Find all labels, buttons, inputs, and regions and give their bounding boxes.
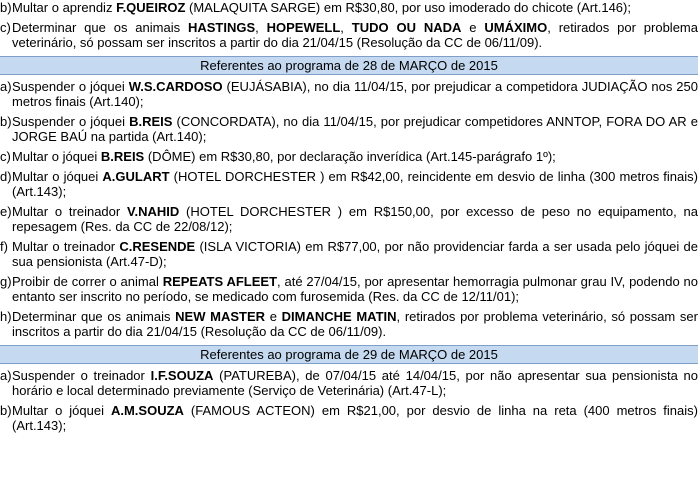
item-letter: c) <box>0 149 11 164</box>
item-text <box>12 149 698 164</box>
list-item <box>0 79 698 109</box>
item-text-segment: Suspender o jóquei <box>12 79 129 94</box>
item-letter: a) <box>0 368 12 383</box>
item-name-bold: W.S.CARDOSO <box>128 79 223 94</box>
list-item <box>0 20 698 50</box>
list-item <box>0 149 698 164</box>
item-text <box>12 204 698 234</box>
item-name-bold: A.GULART <box>102 169 170 184</box>
item-text-segment: Multar o jóquei <box>12 403 111 418</box>
item-name-bold: B.REIS <box>100 149 145 164</box>
item-text-segment: Determinar que os animais <box>12 309 176 324</box>
section-28-marco-items <box>0 79 698 339</box>
item-letter: b) <box>0 0 12 15</box>
item-name-bold: UMÁXIMO <box>484 20 548 35</box>
section-previous-items <box>0 0 698 50</box>
item-text-segment: (HOTEL DORCHESTER ) em R$150,00, por excesso de peso no equipamento, na repesagem (Res. da CC de 22/08/12); <box>12 204 698 234</box>
item-name-bold: NEW MASTER <box>175 309 266 324</box>
item-name-bold: I.F.SOUZA <box>150 368 214 383</box>
item-name-bold: A.M.SOUZA <box>110 403 184 418</box>
list-item <box>0 0 698 15</box>
item-letter: b) <box>0 114 12 129</box>
item-letter: b) <box>0 403 12 418</box>
item-text <box>12 239 698 269</box>
item-letter: h) <box>0 309 12 324</box>
list-item <box>0 274 698 304</box>
item-letter: c) <box>0 20 11 35</box>
item-name-bold: F.QUEIROZ <box>116 0 186 15</box>
item-name-bold: V.NAHID <box>127 204 180 219</box>
item-text <box>12 20 698 50</box>
item-name-bold: TUDO OU NADA <box>351 20 462 35</box>
item-text-segment: (ISLA VICTORIA) em R$77,00, por não providenciar farda a ser usada pelo jóquei de sua pensionista (Art.47-D); <box>12 239 698 269</box>
item-text-segment: Multar o treinador <box>12 239 120 254</box>
item-text-segment: Multar o aprendiz <box>12 0 117 15</box>
item-text-segment: e <box>265 309 282 324</box>
item-text <box>12 169 698 199</box>
item-text-segment: Suspender o jóquei <box>12 114 130 129</box>
section-29-marco-items <box>0 368 698 433</box>
item-letter: g) <box>0 274 12 289</box>
item-text-segment: Multar o jóquei <box>12 169 103 184</box>
item-text-segment: , retirados por problema veterinário, só possam ser inscritos a partir do dia 21/04/15 (Resolução da CC de 06/11/09). <box>12 309 698 339</box>
item-text-segment: Determinar que os animais <box>12 20 188 35</box>
item-text-segment: , <box>255 20 267 35</box>
item-text-segment: , <box>340 20 352 35</box>
item-text <box>12 368 698 398</box>
item-text-segment: (PATUREBA), de 07/04/15 até 14/04/15, por não apresentar sua pensionista no horário e local determinado previamente (Serviço de Veterinária) (Art.47-L); <box>12 368 698 398</box>
list-item <box>0 114 698 144</box>
section-header-28-marco: Referentes ao programa de 28 de MARÇO de 2015 <box>0 56 698 75</box>
item-text-segment: Multar o treinador <box>12 204 127 219</box>
item-letter: f) <box>0 239 8 254</box>
item-text-segment: (MALAQUITA SARGE) em R$30,80, por uso imoderado do chicote (Art.146); <box>185 0 631 15</box>
item-text-segment: (FAMOUS ACTEON) em R$21,00, por desvio de linha na reta (400 metros finais) (Art.143); <box>12 403 698 433</box>
item-text-segment: , até 27/04/15, por apresentar hemorragia pulmonar grau IV, podendo no entanto ser inscrito no período, se medicado com furosemida (Res. da CC de 12/11/01); <box>12 274 698 304</box>
list-item <box>0 204 698 234</box>
item-text-segment: (HOTEL DORCHESTER ) em R$42,00, reincidente em desvio de linha (300 metros finais) (Art.143); <box>12 169 698 199</box>
item-text-segment: (EUJÁSABIA), no dia 11/04/15, por prejudicar a competidora JUDIAÇÃO nos 250 metros finais (Art.140); <box>12 79 698 109</box>
item-letter: a) <box>0 79 12 94</box>
item-name-bold: REPEATS AFLEET <box>162 274 278 289</box>
item-text <box>12 309 698 339</box>
item-letter: e) <box>0 204 12 219</box>
item-text <box>12 403 698 433</box>
list-item <box>0 403 698 433</box>
item-text-segment: Multar o jóquei <box>12 149 101 164</box>
item-text-segment: (DÔME) em R$30,80, por declaração inverídica (Art.145-parágrafo 1º); <box>144 149 556 164</box>
item-text-segment: (CONCORDATA), no dia 11/04/15, por prejudicar competidores ANNTOP, FORA DO AR e JORGE BAÚ na partida (Art.140); <box>12 114 698 144</box>
item-text-segment: e <box>461 20 485 35</box>
item-text-segment: , retirados por problema veterinário, só possam ser inscritos a partir do dia 21/04/15 (Resolução da CC de 06/11/09). <box>12 20 698 50</box>
section-header-29-marco: Referentes ao programa de 29 de MARÇO de 2015 <box>0 345 698 364</box>
list-item <box>0 239 698 269</box>
item-text <box>12 79 698 109</box>
item-letter: d) <box>0 169 12 184</box>
list-item <box>0 368 698 398</box>
list-item <box>0 309 698 339</box>
list-item <box>0 169 698 199</box>
item-name-bold: C.RESENDE <box>119 239 196 254</box>
item-text <box>12 0 698 15</box>
item-name-bold: HASTINGS <box>187 20 256 35</box>
item-text-segment: Suspender o treinador <box>12 368 151 383</box>
item-name-bold: HOPEWELL <box>266 20 341 35</box>
item-text <box>12 274 698 304</box>
item-text-segment: Proibir de correr o animal <box>12 274 163 289</box>
item-name-bold: B.REIS <box>129 114 173 129</box>
item-name-bold: DIMANCHE MATIN <box>281 309 397 324</box>
item-text <box>12 114 698 144</box>
